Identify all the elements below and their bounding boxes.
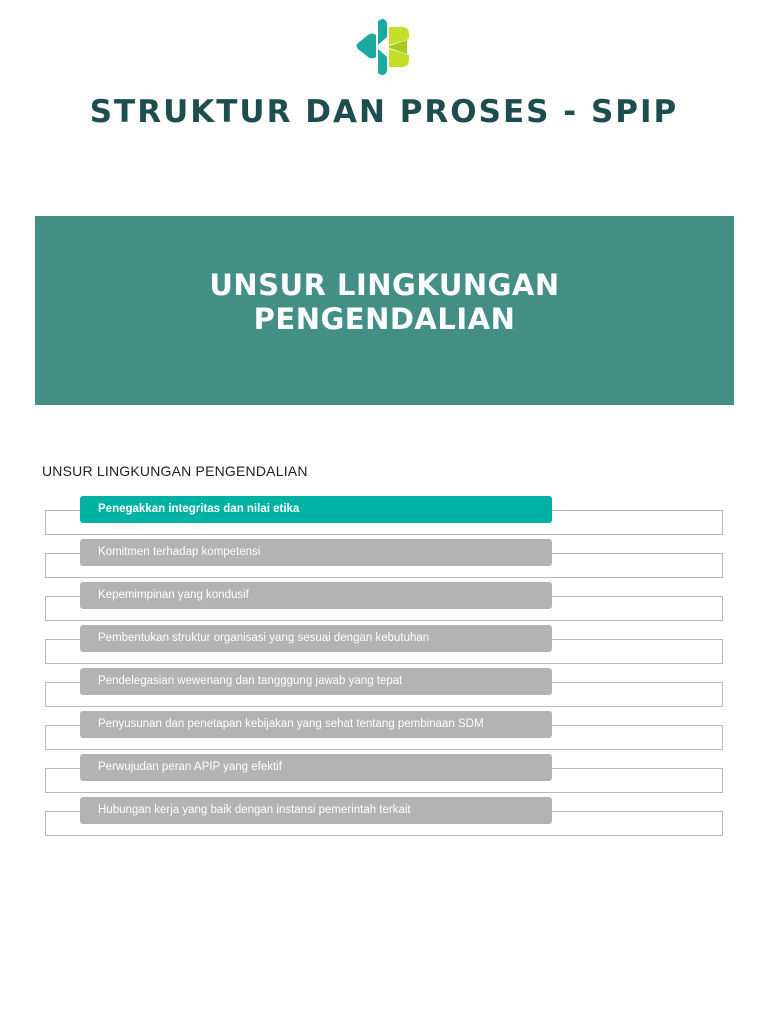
kemenkes-logo	[354, 17, 410, 77]
logo-left-petal	[357, 34, 377, 59]
list-item[interactable]	[0, 625, 768, 665]
list-item[interactable]	[0, 668, 768, 708]
list-item-label[interactable]: Penyusunan dan penetapan kebijakan yang sehat tentang pembinaan SDM	[80, 711, 552, 738]
banner-title-line1: UNSUR LINGKUNGAN	[209, 267, 560, 302]
section-banner	[35, 216, 734, 405]
list-item[interactable]	[0, 496, 768, 536]
list-item-label[interactable]: Komitmen terhadap kompetensi	[80, 539, 552, 566]
list-item-label[interactable]: Kepemimpinan yang kondusif	[80, 582, 552, 609]
logo-bottom-leaf	[378, 49, 387, 75]
list-item[interactable]	[0, 754, 768, 794]
list-item-label[interactable]: Pendelegasian wewenang dan tangggung jawab yang tepat	[80, 668, 552, 695]
page-title: STRUKTUR DAN PROSES - SPIP	[89, 94, 679, 130]
logo-top-leaf	[378, 19, 387, 45]
list-item[interactable]	[0, 797, 768, 837]
banner-title	[209, 268, 559, 336]
list-item-label[interactable]: Perwujudan peran APIP yang efektif	[80, 754, 552, 781]
list-item[interactable]	[0, 539, 768, 579]
section-label: UNSUR LINGKUNGAN PENGENDALIAN	[42, 463, 308, 479]
list-item-label[interactable]: Penegakkan integritas dan nilai etika	[80, 496, 552, 523]
banner-title-line2: PENGENDALIAN	[253, 301, 516, 336]
list-item[interactable]	[0, 711, 768, 751]
list-item-label[interactable]: Hubungan kerja yang baik dengan instansi pemerintah terkait	[80, 797, 552, 824]
list-item-label[interactable]: Pembentukan struktur organisasi yang sesuai dengan kebutuhan	[80, 625, 552, 652]
list-item[interactable]	[0, 582, 768, 622]
